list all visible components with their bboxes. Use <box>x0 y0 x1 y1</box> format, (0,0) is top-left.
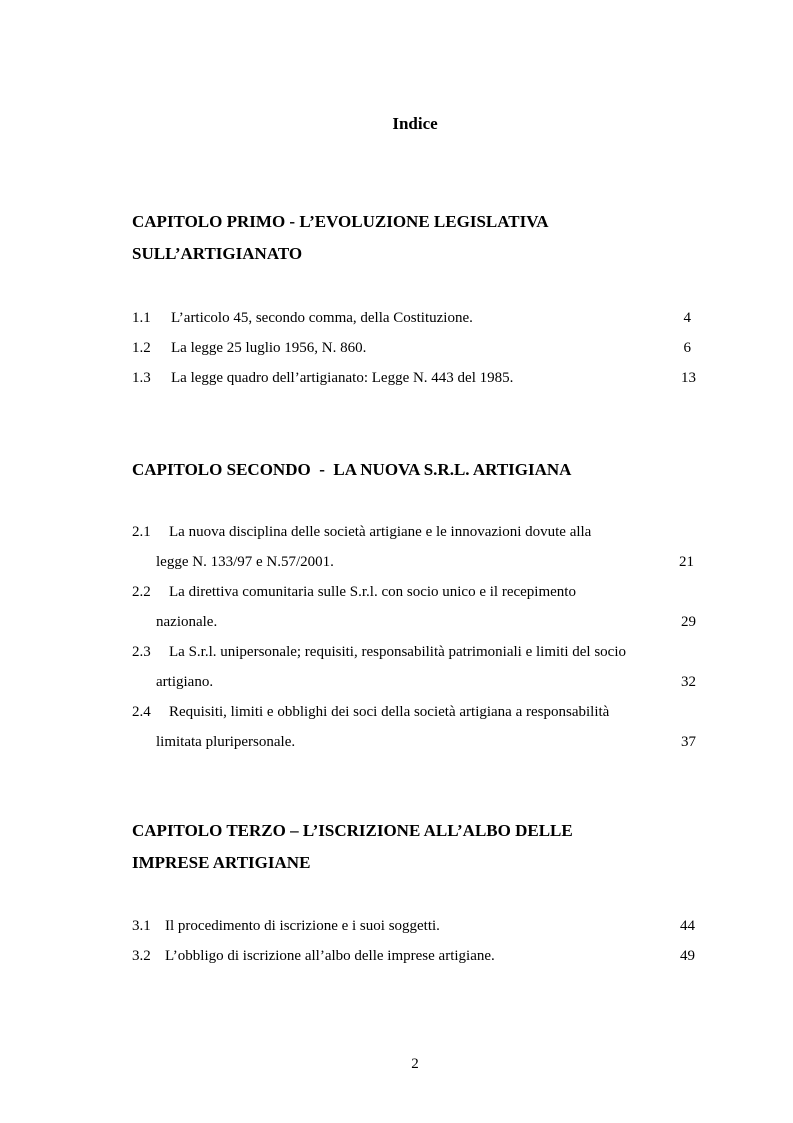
page-number: 2 <box>411 1056 419 1072</box>
chapter-3-entries <box>132 911 696 971</box>
entry-number: 2.2 <box>132 584 151 600</box>
entry-title-continued: artigiano. <box>156 674 214 690</box>
entry-page: 44 <box>680 918 695 934</box>
toc-entry-2-1[interactable] <box>132 517 696 577</box>
toc-entry-1-3[interactable] <box>132 363 696 393</box>
toc-entry-1-2[interactable] <box>132 333 696 363</box>
entry-title: Requisiti, limiti e obblighi dei soci della società artigiana a responsabilità <box>169 704 610 720</box>
entry-title: La legge quadro dell’artigianato: Legge N. 443 del 1985. <box>171 370 514 386</box>
entry-page: 13 <box>681 370 696 386</box>
entry-number: 1.3 <box>132 370 151 386</box>
toc-entry-3-1[interactable] <box>132 911 696 941</box>
chapter-heading-line: CAPITOLO SECONDO - LA NUOVA S.R.L. ARTIGIANA <box>132 460 572 479</box>
entry-number: 2.3 <box>132 644 151 660</box>
toc-entry-2-3[interactable] <box>132 637 696 697</box>
entry-number: 2.1 <box>132 524 151 540</box>
toc-entry-1-1[interactable] <box>132 303 696 333</box>
chapter-heading-line: CAPITOLO PRIMO - L’EVOLUZIONE LEGISLATIVA <box>132 212 549 231</box>
entry-title: La legge 25 luglio 1956, N. 860. <box>171 340 367 356</box>
chapter-heading-3 <box>132 815 712 879</box>
chapter-heading-line: CAPITOLO TERZO – L’ISCRIZIONE ALL’ALBO DELLE <box>132 821 573 840</box>
entry-title: L’obbligo di iscrizione all’albo delle imprese artigiane. <box>165 948 495 964</box>
chapter-heading-1 <box>132 206 712 270</box>
chapter-1-entries <box>132 303 696 393</box>
entry-title: La nuova disciplina delle società artigiane e le innovazioni dovute alla <box>169 524 592 540</box>
chapter-heading-line: IMPRESE ARTIGIANE <box>132 853 311 872</box>
toc-entry-2-4[interactable] <box>132 697 696 757</box>
chapter-heading-line: SULL’ARTIGIANATO <box>132 244 303 263</box>
entry-title: L’articolo 45, secondo comma, della Costituzione. <box>171 310 473 326</box>
entry-title-continued: legge N. 133/97 e N.57/2001. <box>156 554 334 570</box>
entry-title-continued: limitata pluripersonale. <box>156 734 296 750</box>
entry-page: 6 <box>683 340 691 356</box>
entry-page: 4 <box>683 310 691 326</box>
toc-entry-3-2[interactable] <box>132 941 696 971</box>
entry-number: 3.2 <box>132 948 151 964</box>
entry-number: 1.2 <box>132 340 151 356</box>
entry-page: 49 <box>680 948 695 964</box>
entry-page: 37 <box>681 734 696 750</box>
entry-title: La direttiva comunitaria sulle S.r.l. con socio unico e il recepimento <box>169 584 576 600</box>
entry-number: 1.1 <box>132 310 151 326</box>
entry-title: La S.r.l. unipersonale; requisiti, responsabilità patrimoniali e limiti del socio <box>169 644 626 660</box>
chapter-heading-2 <box>132 454 712 486</box>
entry-number: 3.1 <box>132 918 151 934</box>
chapter-2-entries <box>132 517 696 757</box>
entry-page: 21 <box>679 554 694 570</box>
entry-number: 2.4 <box>132 704 151 720</box>
toc-entry-2-2[interactable] <box>132 577 696 637</box>
entry-title: Il procedimento di iscrizione e i suoi soggetti. <box>165 918 440 934</box>
entry-page: 29 <box>681 614 696 630</box>
page-title: Indice <box>392 114 438 133</box>
entry-page: 32 <box>681 674 696 690</box>
entry-title-continued: nazionale. <box>156 614 218 630</box>
